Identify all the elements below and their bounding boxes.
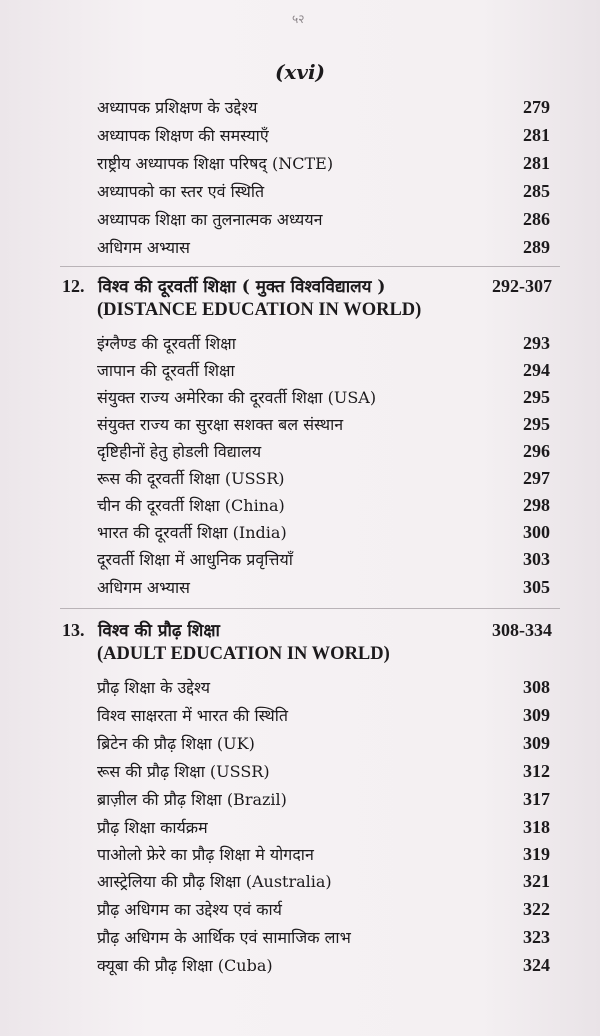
toc-entry-label: जापान की दूरवर्ती शिक्षा: [97, 361, 235, 380]
toc-entry-page: 309: [523, 733, 550, 753]
toc-entry-page: 297: [523, 468, 550, 488]
toc-entry[interactable]: [97, 413, 550, 439]
toc-entry-label: दूरवर्ती शिक्षा में आधुनिक प्रवृत्तियाँ: [97, 550, 293, 569]
toc-entry-label: चीन की दूरवर्ती शिक्षा (China): [97, 496, 285, 515]
toc-entry[interactable]: [97, 926, 550, 952]
toc-entry-page: 300: [523, 522, 550, 542]
toc-entry-page: 309: [523, 705, 550, 725]
chapter-title: विश्व की दूरवर्ती शिक्षा ( मुक्त विश्वविद्यालय ): [98, 277, 386, 297]
toc-entry[interactable]: [97, 576, 550, 602]
chapter-page-range: 308-334: [492, 620, 552, 640]
toc-entry[interactable]: [97, 236, 550, 262]
chapter-heading[interactable]: [62, 618, 552, 641]
toc-entry-label: भारत की दूरवर्ती शिक्षा (India): [97, 523, 287, 542]
toc-entry-page: 296: [523, 441, 550, 461]
toc-entry-label: अध्यापको का स्तर एवं स्थिति: [97, 182, 265, 201]
toc-entry[interactable]: [97, 816, 550, 842]
toc-entry-page: 295: [523, 414, 550, 434]
toc-entry[interactable]: [97, 494, 550, 520]
toc-entry-label: अध्यापक शिक्षण की समस्याएँ: [97, 126, 269, 145]
chapter-title: विश्व की प्रौढ़ शिक्षा: [98, 621, 220, 641]
toc-entry-label: इंग्लैण्ड की दूरवर्ती शिक्षा: [97, 334, 236, 353]
toc-entry-page: 279: [523, 97, 550, 117]
toc-entry-label: अध्यापक शिक्षा का तुलनात्मक अध्ययन: [97, 210, 323, 229]
toc-entry-page: 285: [523, 181, 550, 201]
toc-entry-page: 293: [523, 333, 550, 353]
toc-entry[interactable]: [97, 870, 550, 896]
toc-entry-label: रूस की दूरवर्ती शिक्षा (USSR): [97, 469, 285, 488]
toc-entry[interactable]: [97, 359, 550, 385]
chapter-number: 13.: [62, 620, 85, 640]
section-divider: [60, 608, 560, 609]
toc-entry-label: दृष्टिहीनों हेतु होडली विद्यालय: [97, 442, 262, 461]
toc-entry-page: 317: [523, 789, 550, 809]
toc-entry[interactable]: [97, 96, 550, 122]
toc-entry-label: संयुक्त राज्य अमेरिका की दूरवर्ती शिक्षा (USA): [97, 388, 377, 407]
toc-entry[interactable]: [97, 843, 550, 869]
toc-entry-page: 322: [523, 899, 550, 919]
chapter-number: 12.: [62, 276, 85, 296]
toc-entry-label: प्रौढ़ शिक्षा के उद्देश्य: [97, 678, 211, 697]
toc-entry-label: रूस की प्रौढ़ शिक्षा (USSR): [97, 762, 270, 781]
toc-entry-label: प्रौढ़ अधिगम के आर्थिक एवं सामाजिक लाभ: [97, 928, 351, 947]
chapter-heading[interactable]: [62, 274, 552, 297]
toc-entry[interactable]: [97, 788, 550, 814]
chapter-english-title: (DISTANCE EDUCATION IN WORLD): [97, 300, 422, 320]
toc-entry[interactable]: [97, 898, 550, 924]
toc-entry[interactable]: [97, 332, 550, 358]
toc-entry[interactable]: [97, 732, 550, 758]
toc-entry-label: ब्राज़ील की प्रौढ़ शिक्षा (Brazil): [97, 790, 287, 809]
toc-entry[interactable]: [97, 386, 550, 412]
toc-entry[interactable]: [97, 704, 550, 730]
toc-entry[interactable]: [97, 467, 550, 493]
toc-entry-page: 286: [523, 209, 550, 229]
toc-entry[interactable]: [97, 954, 550, 980]
toc-entry-label: प्रौढ़ शिक्षा कार्यक्रम: [97, 818, 208, 837]
toc-entry-label: अधिगम अभ्यास: [97, 238, 190, 257]
toc-entry-label: संयुक्त राज्य का सुरक्षा सशक्त बल संस्थान: [97, 415, 344, 434]
toc-entry-label: राष्ट्रीय अध्यापक शिक्षा परिषद् (NCTE): [97, 154, 334, 173]
toc-entry-label: ब्रिटेन की प्रौढ़ शिक्षा (UK): [97, 734, 255, 753]
toc-entry-label: विश्व साक्षरता में भारत की स्थिति: [97, 706, 288, 725]
toc-entry-label: पाओलो फ्रेरे का प्रौढ़ शिक्षा मे योगदान: [97, 845, 314, 864]
toc-entry[interactable]: [97, 440, 550, 466]
toc-entry[interactable]: [97, 760, 550, 786]
chapter-page-range: 292-307: [492, 276, 552, 296]
toc-entry-page: 281: [523, 125, 550, 145]
chapter-english-title: (ADULT EDUCATION IN WORLD): [97, 644, 390, 664]
toc-entry[interactable]: [97, 521, 550, 547]
toc-entry-page: 303: [523, 549, 550, 569]
toc-entry-page: 323: [523, 927, 550, 947]
toc-entry-label: क्यूबा की प्रौढ़ शिक्षा (Cuba): [97, 956, 273, 975]
top-page-mark: ५२: [292, 12, 305, 26]
toc-entry-page: 298: [523, 495, 550, 515]
page-number-header: (xvi): [274, 60, 326, 84]
toc-entry-page: 319: [523, 844, 550, 864]
toc-entry[interactable]: [97, 208, 550, 234]
toc-entry[interactable]: [97, 548, 550, 574]
toc-entry-page: 281: [523, 153, 550, 173]
toc-entry-label: अधिगम अभ्यास: [97, 578, 190, 597]
toc-entry-label: आस्ट्रेलिया की प्रौढ़ शिक्षा (Australia): [97, 872, 332, 891]
toc-entry[interactable]: [97, 676, 550, 702]
toc-entry-page: 295: [523, 387, 550, 407]
section-divider: [60, 266, 560, 267]
toc-entry-label: प्रौढ़ अधिगम का उद्देश्य एवं कार्य: [97, 900, 282, 919]
toc-entry-label: अध्यापक प्रशिक्षण के उद्देश्य: [97, 98, 258, 117]
toc-entry-page: 321: [523, 871, 550, 891]
toc-entry-page: 318: [523, 817, 550, 837]
toc-entry[interactable]: [97, 124, 550, 150]
toc-entry[interactable]: [97, 180, 550, 206]
toc-entry-page: 324: [523, 955, 550, 975]
toc-entry-page: 289: [523, 237, 550, 257]
toc-entry-page: 305: [523, 577, 550, 597]
toc-entry-page: 308: [523, 677, 550, 697]
toc-entry-page: 294: [523, 360, 550, 380]
toc-entry-page: 312: [523, 761, 550, 781]
toc-entry[interactable]: [97, 152, 550, 178]
